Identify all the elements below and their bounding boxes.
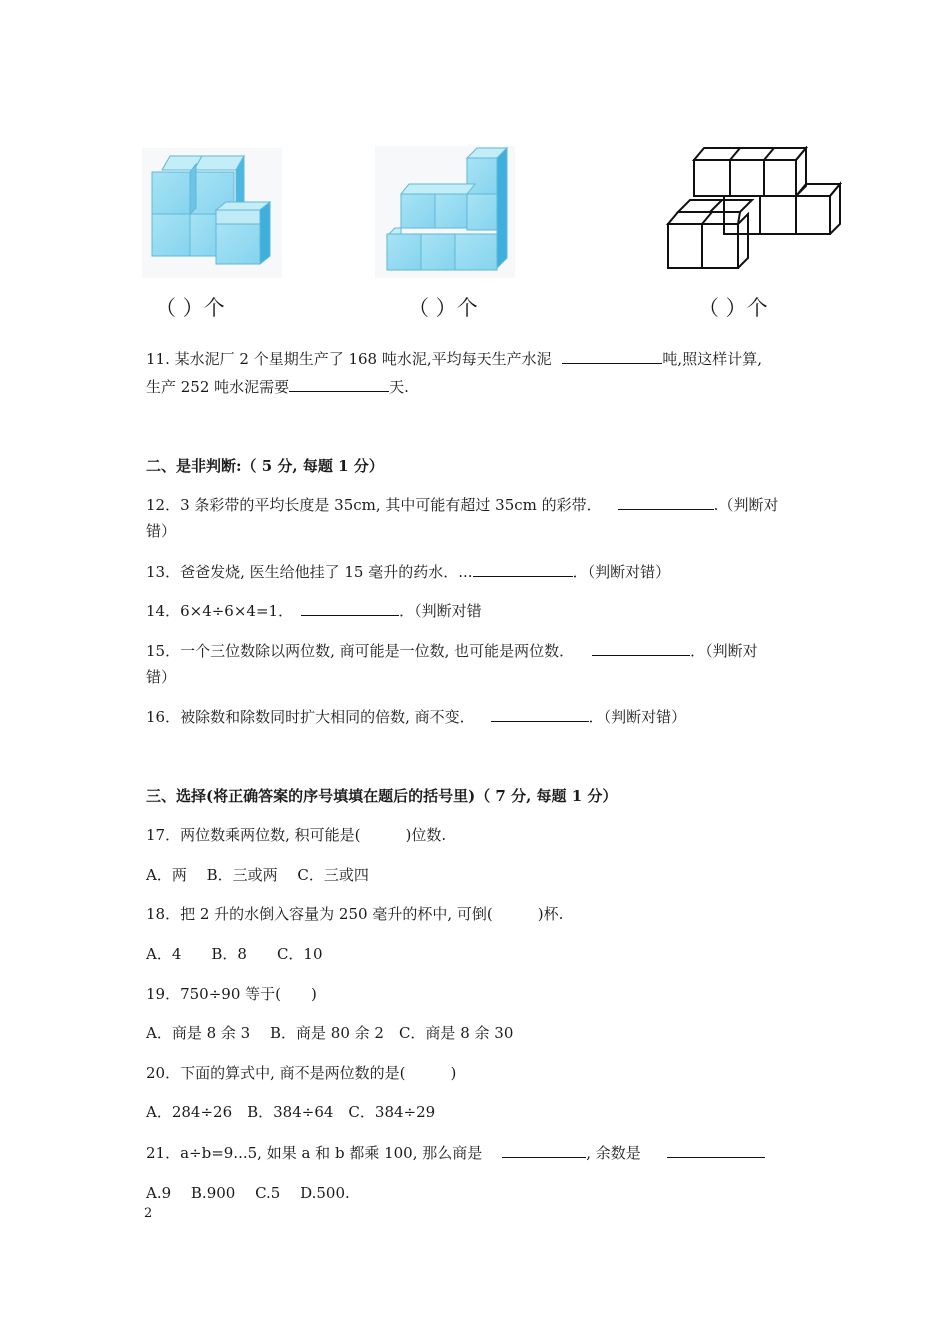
- figure-3-answer-label: （ ）个: [698, 296, 768, 320]
- q11-blank-2[interactable]: [289, 377, 389, 392]
- q15-blank[interactable]: [592, 641, 690, 656]
- q21-blank-2[interactable]: [667, 1143, 765, 1158]
- question-13: 13．爸爸发烧, 医生给他挂了 15 毫升的药水．... ．（判断对错）: [146, 563, 671, 581]
- cube-figure-1: [142, 148, 282, 278]
- cube-figure-2: [375, 146, 515, 278]
- question-19-options: A．商是 8 余 3 B．商是 80 余 2 C．商是 8 余 30: [146, 1024, 514, 1042]
- figure-1-answer-label: （ ）个: [155, 296, 225, 320]
- question-17-options: A．两 B．三或两 C．三或四: [146, 866, 369, 884]
- section-3-title: 三、选择(将正确答案的序号填填在题后的括号里)（ 7 分, 每题 1 分）: [146, 787, 618, 805]
- question-20-options: A．284÷26 B．384÷64 C．384÷29: [146, 1103, 436, 1121]
- q14-blank[interactable]: [301, 601, 399, 616]
- question-19: 19．750÷90 等于( ): [146, 985, 317, 1003]
- q12-blank[interactable]: [618, 495, 714, 510]
- question-11-line-1: 11. 某水泥厂 2 个星期生产了 168 吨水泥,平均每天生产水泥 吨,照这样计算,: [146, 350, 762, 368]
- q13-blank[interactable]: [473, 562, 573, 577]
- question-18-options: A．4 B．8 C．10: [146, 945, 323, 963]
- question-21: 21．a÷b=9...5, 如果 a 和 b 都乘 100, 那么商是 , 余数是: [146, 1142, 765, 1163]
- question-12: 12．3 条彩带的平均长度是 35cm, 其中可能有超过 35cm 的彩带． .（判断对: [146, 496, 779, 514]
- question-16: 16．被除数和除数同时扩大相同的倍数, 商不变． ．（判断对错）: [146, 708, 687, 726]
- section-2-title: 二、是非判断:（ 5 分, 每题 1 分）: [146, 457, 384, 475]
- question-20: 20．下面的算式中, 商不是两位数的是( ): [146, 1064, 457, 1082]
- page-number: 2: [144, 1206, 153, 1221]
- question-15: 15．一个三位数除以两位数, 商可能是一位数, 也可能是两位数． ．（判断对: [146, 642, 758, 660]
- q11-blank-1[interactable]: [562, 349, 662, 364]
- question-17: 17．两位数乘两位数, 积可能是( )位数.: [146, 826, 447, 844]
- question-15-cont: 错）: [146, 668, 177, 686]
- question-14: 14．6×4÷6×4=1． ．（判断对错: [146, 602, 482, 620]
- question-21-options: A.9 B.900 C.5 D.500.: [146, 1184, 350, 1202]
- figure-2-answer-label: （ ）个: [408, 296, 478, 320]
- cube-figure-3: [664, 146, 844, 276]
- question-18: 18．把 2 升的水倒入容量为 250 毫升的杯中, 可倒( )杯.: [146, 905, 564, 923]
- q21-blank-1[interactable]: [502, 1143, 586, 1158]
- q16-blank[interactable]: [491, 707, 589, 722]
- question-11-line-2: 生产 252 吨水泥需要 天.: [146, 378, 409, 396]
- question-12-cont: 错）: [146, 522, 177, 540]
